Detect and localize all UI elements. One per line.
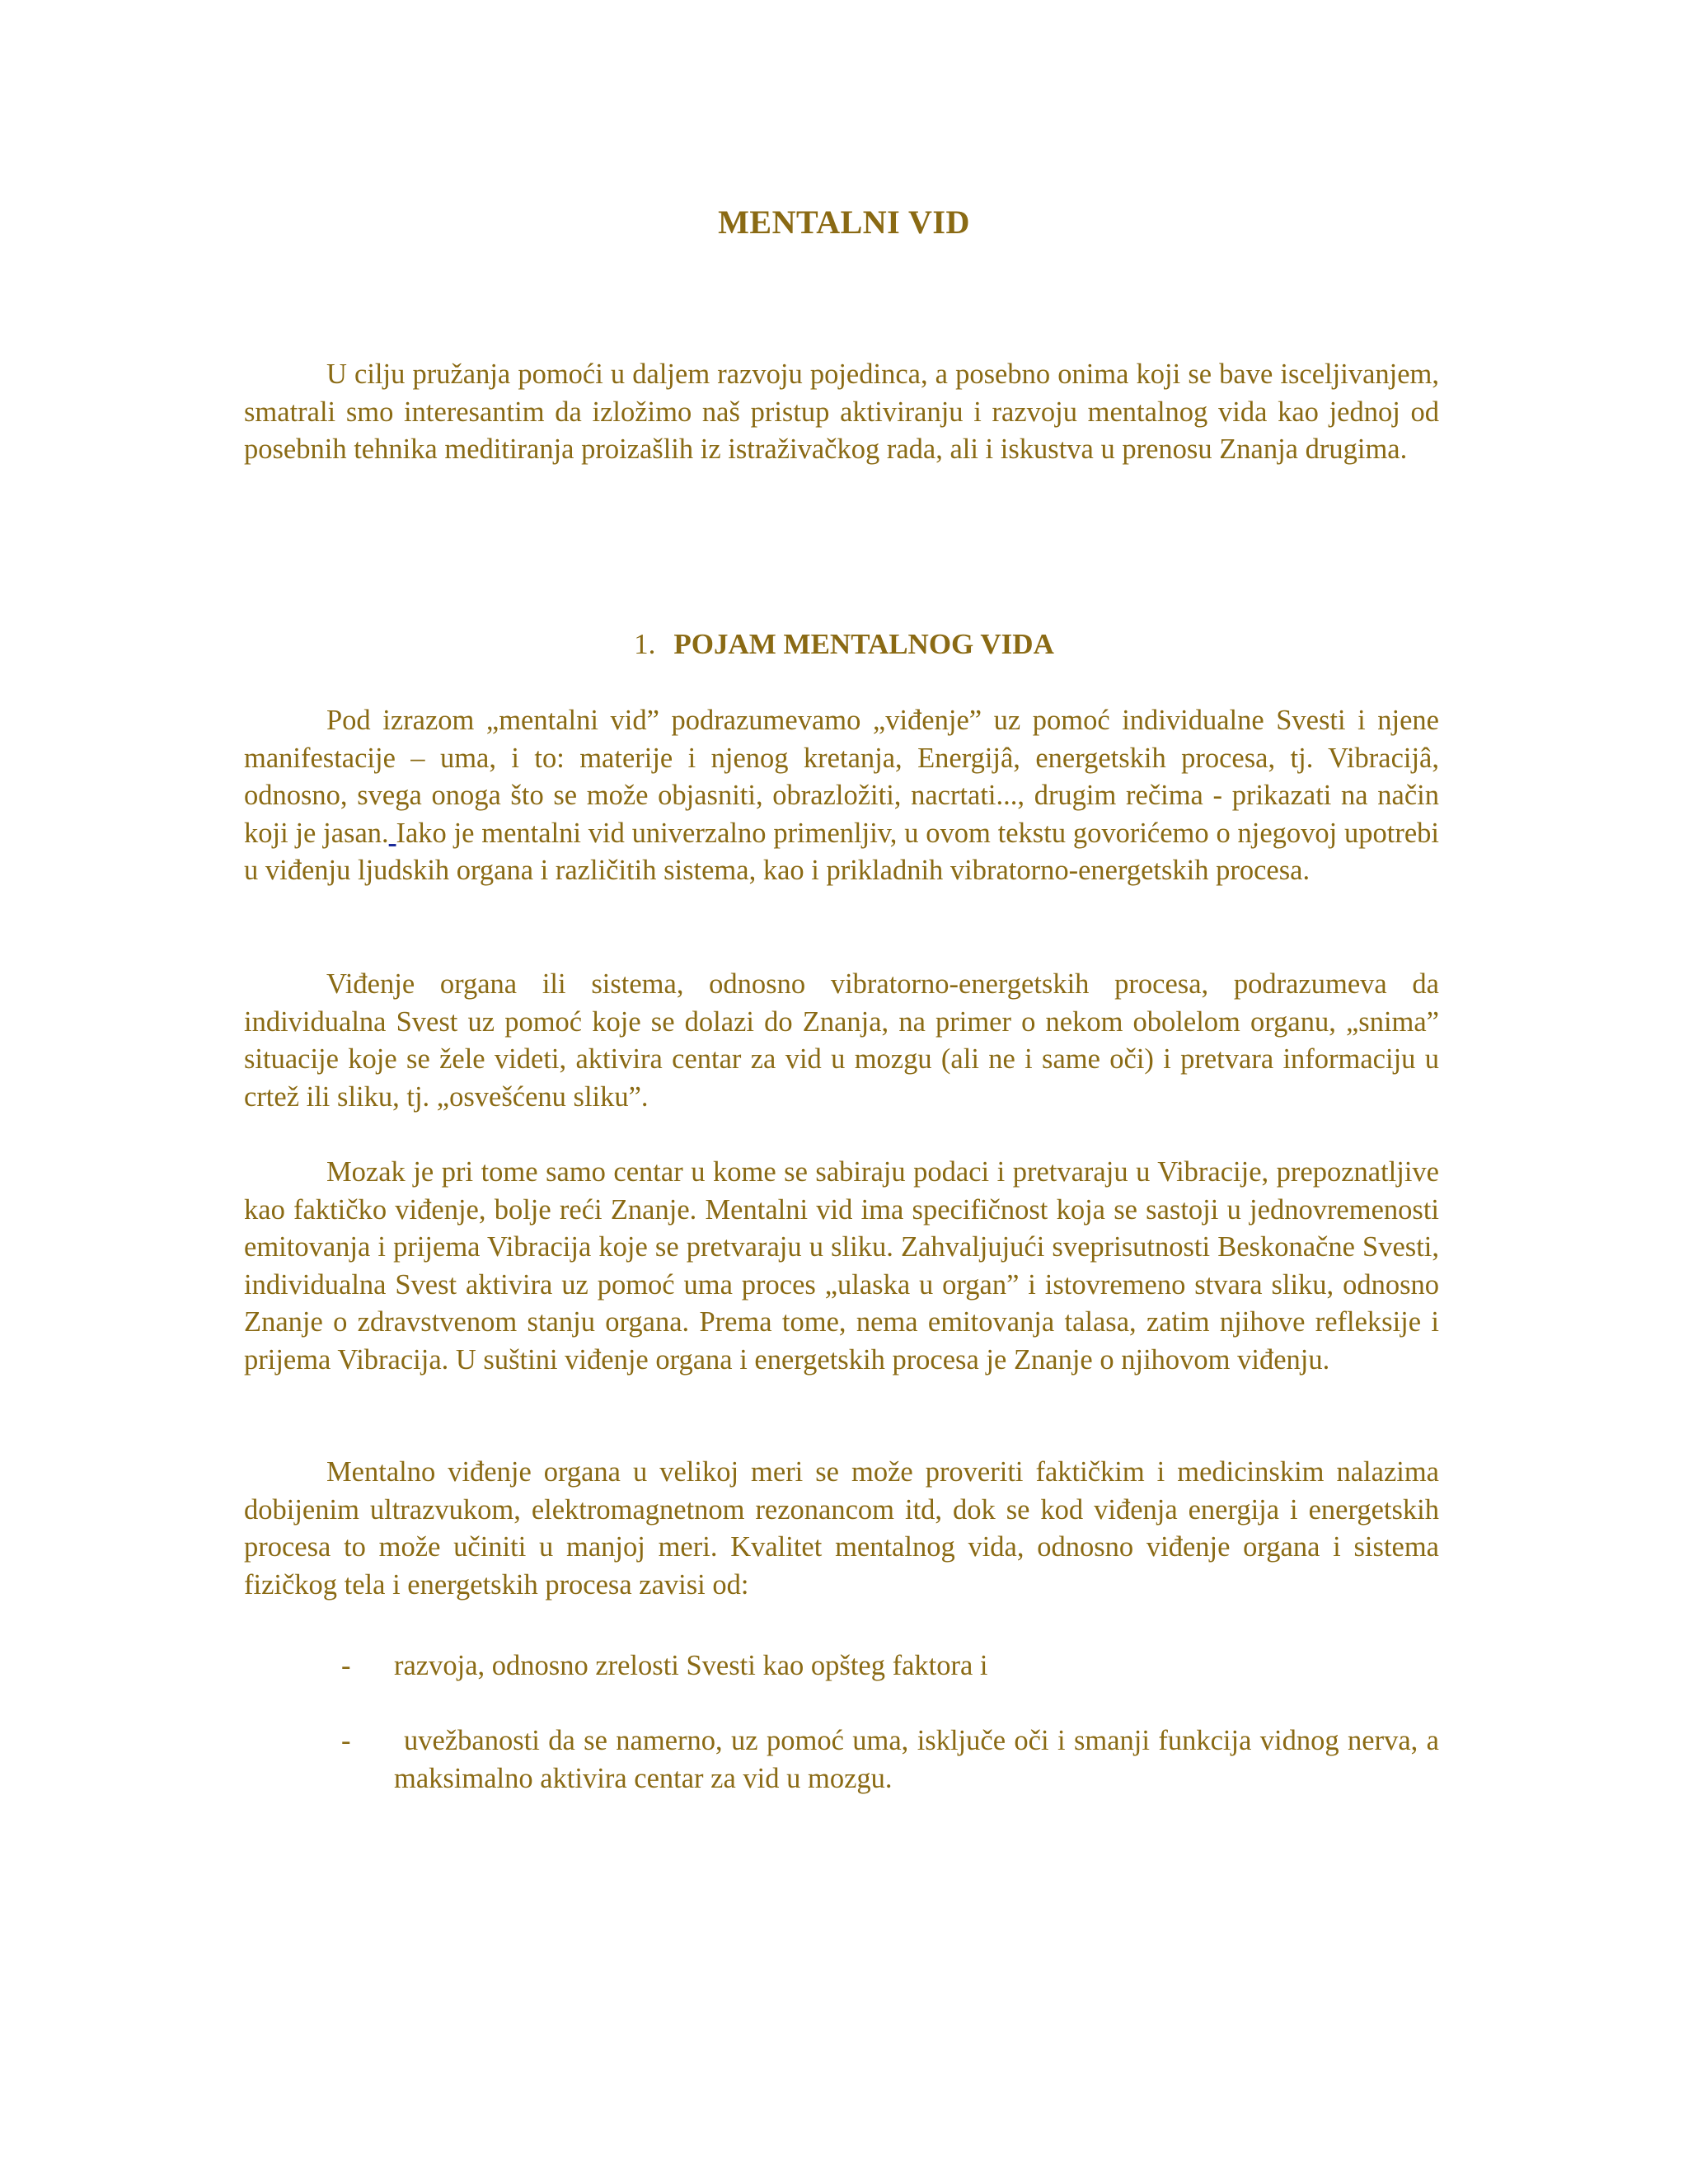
paragraph-2: Viđenje organa ili sistema, odnosno vibratorno-energetskih procesa, podrazumeva da individualna Svest uz pomoć koje se dolazi do Znanja, na primer o nekom obolelom organu, „snima” situacije koje se žele videti, aktivira centar za vid u mozgu (ali ne i same oči) i pretvara informaciju u crtež ili sliku, tj. „osvešćenu sliku”. [244,968,1439,1113]
paragraph-4: Mentalno viđenje organa u velikoj meri se može proveriti faktičkim i medicinskim nalazima dobijenim ultrazvukom, elektromagnetnom rezonancom itd, dok se kod viđenja energija i energetskih procesa to može učiniti u manjoj meri. Kvalitet mentalnog vida, odnosno viđenje organa i sistema fizičkog tela i energetskih procesa zavisi od: [244,1456,1439,1601]
document-title: MENTALNI VID [718,204,970,241]
list-item-dash: - [341,1650,351,1681]
list-item-text: razvoja, odnosno zrelosti Svesti kao opšteg faktora i [394,1650,988,1681]
paragraph-3: Mozak je pri tome samo centar u kome se sabiraju podaci i pretvaraju u Vibracije, prepoznatljive kao faktičko viđenje, bolje reći Znanje. Mentalni vid ima specifičnost koja se sastoji u jednovremenosti emitovanja i prijema Vibracija koje se pretvaraju u sliku. Zahvaljujući sveprisutnosti Beskonačne Svesti, individualna Svest aktivira uz pomoć uma proces „ulaska u organ” i istovremeno stvara sliku, odnosno Znanje o zdravstvenom stanju organa. Prema tome, nema emitovanja talasa, zatim njihove refleksije i prijema Vibracija. U suštini viđenje organa i energetskih procesa je Znanje o njihovom viđenju. [244,1156,1439,1376]
paragraph-1-part-2: Iako je mentalni vid univerzalno primenljiv, u ovom tekstu govorićemo o njegovoj upotrebi u viđenju ljudskih organa i različitih sistema, kao i prikladnih vibratorno-energetskih procesa. [244,817,1439,886]
intro-paragraph: U cilju pružanja pomoći u daljem razvoju pojedinca, a posebno onima koji se bave isceljivanjem, smatrali smo interesantim da izložimo naš pristup aktiviranju i razvoju mentalnog vida kao jednoj od posebnih tehnika meditiranja proizašlih iz istraživačkog rada, ali i iskustva u prenosu Znanja drugima. [244,359,1439,465]
section-title: POJAM MENTALNOG VIDA [673,628,1054,660]
list-item [341,1647,1439,1685]
paragraph-1-part-1: Pod izrazom „mentalni vid” podrazumevamo „viđenje” uz pomoć individualne Svesti i njene manifestacije – uma, i to: materije i njenog kretanja, Energijâ, energetskih procesa, tj. Vibracijâ, odnosno, svega onoga što se može objasniti, obrazložiti, nacrtati..., drugim rečima - prikazati na način koji je jasan. [244,705,1439,849]
paragraph-1 [244,702,1439,890]
list-item-dash: - [341,1725,351,1756]
list-item-text: uvežbanosti da se namerno, uz pomoć uma, isključe oči i smanji funkcija vidnog nerva, a maksimalno aktivira centar za vid u mozgu. [394,1725,1439,1794]
section-number: 1. [634,628,656,660]
section-heading [0,628,1688,661]
list-item [341,1722,1439,1797]
